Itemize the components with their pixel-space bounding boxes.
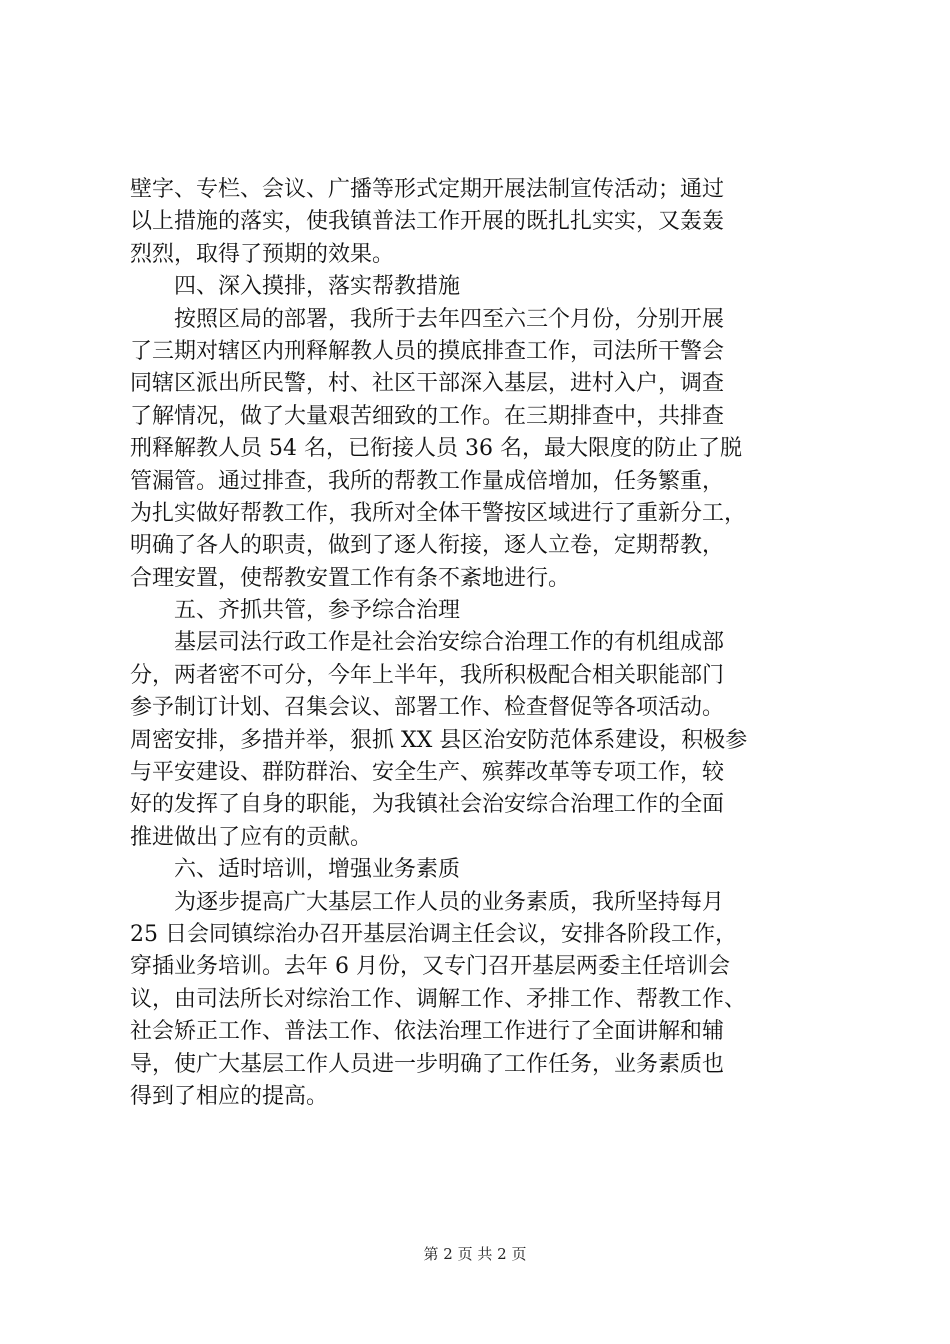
- paragraph-line: 社会矫正工作、普法工作、依法治理工作进行了全面讲解和辅: [130, 1019, 725, 1045]
- paragraph-line: 烈烈，取得了预期的效果。: [130, 241, 395, 267]
- paragraph-line: 管漏管。通过排查，我所的帮教工作量成倍增加，任务繁重，: [130, 468, 725, 494]
- paragraph-line: 为逐步提高广大基层工作人员的业务素质，我所坚持每月: [174, 889, 725, 915]
- paragraph-line: 为扎实做好帮教工作，我所对全体干警按区域进行了重新分工，: [130, 500, 747, 526]
- paragraph-line: 了三期对辖区内刑释解教人员的摸底排查工作，司法所干警会: [130, 338, 725, 364]
- paragraph-line: 分，两者密不可分，今年上半年，我所积极配合相关职能部门: [130, 662, 725, 688]
- paragraph-line: 参予制订计划、召集会议、部署工作、检查督促等各项活动。: [130, 695, 725, 721]
- paragraph-line: 穿插业务培训。去年 6 月份，又专门召开基层两委主任培训会: [130, 954, 730, 980]
- page-number-label: 第 2 页 共 2 页: [423, 1245, 527, 1263]
- paragraph-line: 壁字、专栏、会议、广播等形式定期开展法制宣传活动；通过: [130, 177, 725, 202]
- paragraph-line: 与平安建设、群防群治、安全生产、殡葬改革等专项工作，较: [130, 760, 725, 786]
- section-heading: 五、齐抓共管，参予综合治理: [174, 598, 461, 624]
- page-footer: [0, 1244, 950, 1264]
- paragraph-line: 导，使广大基层工作人员进一步明确了工作任务，业务素质也: [130, 1051, 725, 1077]
- paragraph-line: 同辖区派出所民警，村、社区干部深入基层，进村入户，调查: [130, 371, 725, 397]
- paragraph-line: 推进做出了应有的贡献。: [130, 824, 373, 850]
- paragraph-line: 议，由司法所长对综治工作、调解工作、矛排工作、帮教工作、: [130, 986, 747, 1012]
- paragraph-line: 了解情况，做了大量艰苦细致的工作。在三期排查中，共排查: [130, 403, 725, 429]
- paragraph-line: 基层司法行政工作是社会治安综合治理工作的有机组成部: [174, 630, 725, 656]
- paragraph-line: 周密安排，多措并举，狠抓 XX 县区治安防范体系建设，积极参: [130, 727, 748, 753]
- paragraph-line: 得到了相应的提高。: [130, 1083, 329, 1109]
- paragraph-line: 刑释解教人员 54 名，已衔接人员 36 名，最大限度的防止了脱: [130, 436, 742, 462]
- document-body: [130, 174, 830, 1113]
- paragraph-line: 好的发挥了自身的职能，为我镇社会治安综合治理工作的全面: [130, 792, 725, 818]
- section-heading: 四、深入摸排，落实帮教措施: [174, 274, 461, 300]
- paragraph-line: 明确了各人的职责，做到了逐人衔接，逐人立卷，定期帮教，: [130, 533, 725, 559]
- paragraph-line: 以上措施的落实，使我镇普法工作开展的既扎扎实实，又轰轰: [130, 209, 725, 235]
- paragraph-line: 25 日会同镇综治办召开基层治调主任会议，安排各阶段工作，: [130, 921, 737, 947]
- paragraph-line: 合理安置，使帮教安置工作有条不紊地进行。: [130, 565, 571, 591]
- section-heading: 六、适时培训，增强业务素质: [174, 857, 461, 883]
- paragraph-line: 按照区局的部署，我所于去年四至六三个月份，分别开展: [174, 306, 725, 332]
